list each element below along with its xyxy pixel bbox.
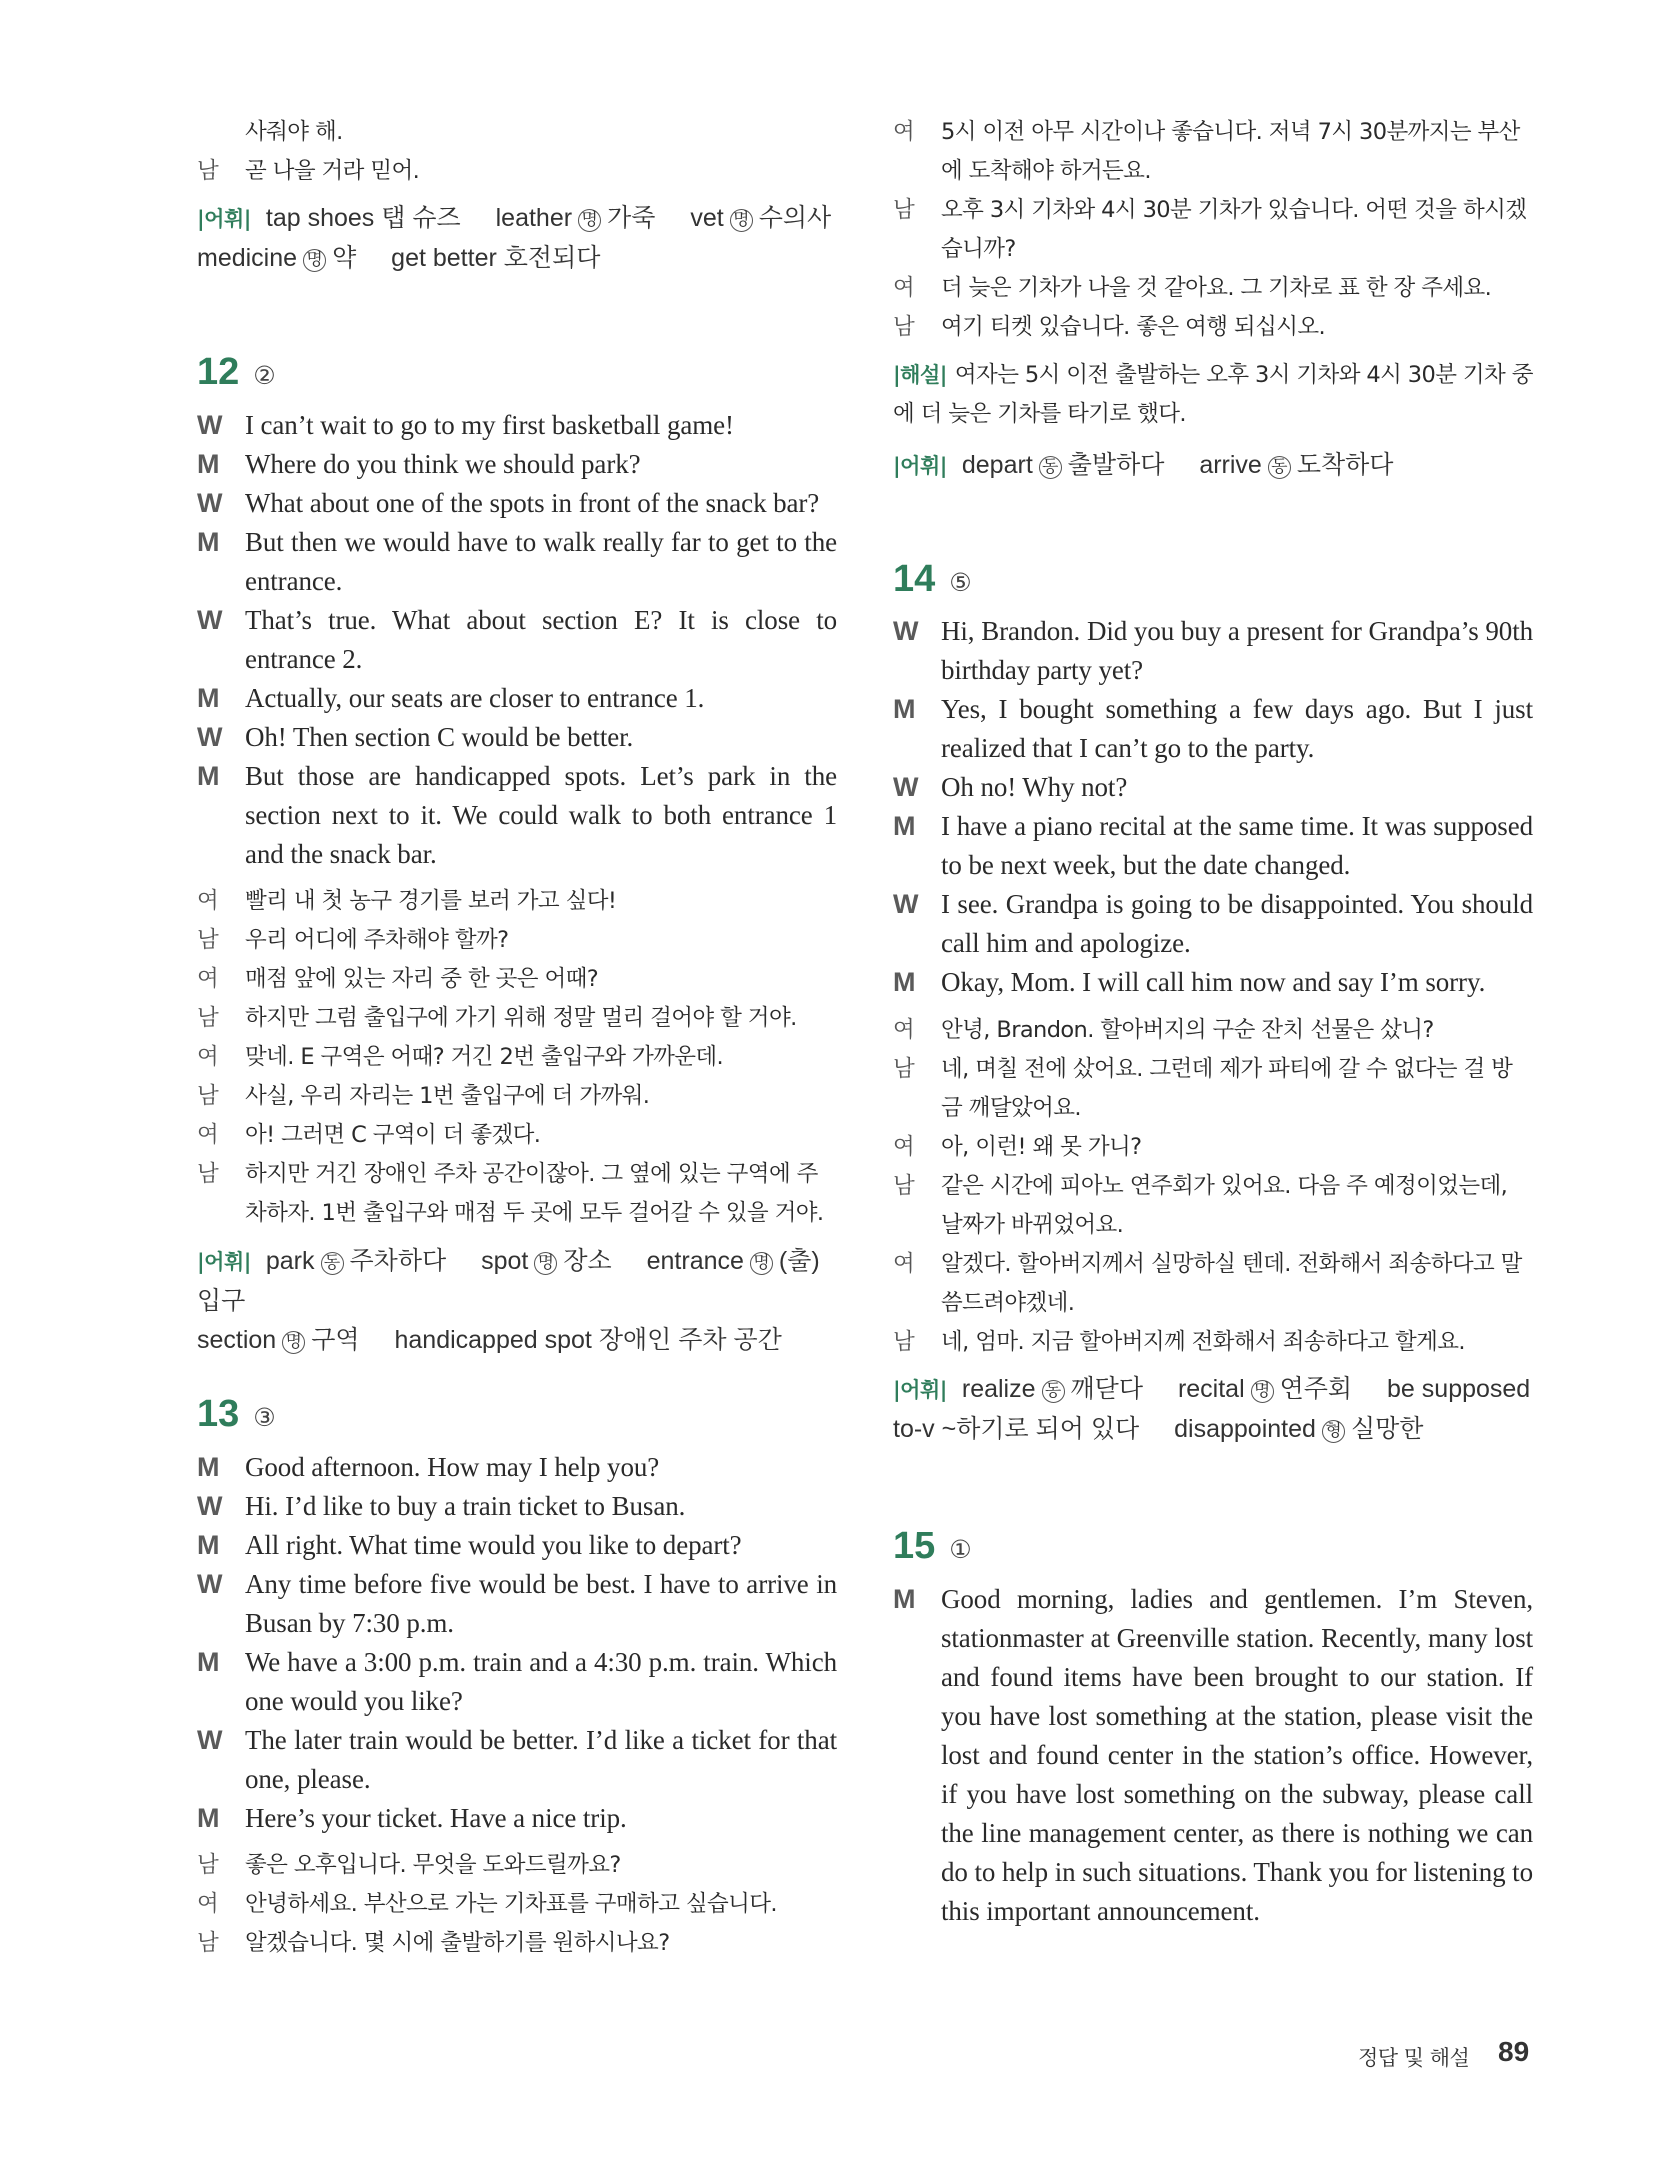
dialogue-line: M I have a piano recital at the same time. It was supposed to be next week, but the date changed. (893, 811, 1533, 880)
q15-dialogue (893, 1580, 1533, 1931)
dialogue-line: W That’s true. What about section E? It is close to entrance 2. (197, 605, 837, 674)
part-of-speech-mark: 명 (750, 1252, 773, 1275)
korean-line: 남 같은 시간에 피아노 연주회가 있어요. 다음 주 예정이었는데, 날짜가 바뀌었어요. (893, 1173, 1508, 1238)
question-number: 15 (893, 1525, 936, 1567)
dialogue-line: W Hi. I’d like to buy a train ticket to Busan. (197, 1491, 686, 1521)
q13-vocabulary: |어휘| depart 동 출발하다 arrive 동 도착하다 (893, 451, 1394, 479)
korean-line: 남 우리 어디에 주차해야 할까? (197, 927, 509, 953)
q12-vocabulary: |어휘| park 동 주차하다 spot 명 장소 entrance 명 (출)입구 section 명 구역 handicapped spot 장애인 주차 공간 (197, 1247, 820, 1354)
dialogue-line: M But then we would have to walk really far to get to the entrance. (197, 527, 837, 596)
q13-header (197, 1392, 837, 1436)
korean-line: 남 하지만 그럼 출입구에 가기 위해 정말 멀리 걸어야 할 거야. (197, 1005, 797, 1031)
answer-mark: ② (253, 361, 276, 390)
part-of-speech-mark: 동 (1039, 456, 1062, 479)
dialogue-line: W Any time before five would be best. I have to arrive in Busan by 7:30 p.m. (197, 1569, 837, 1638)
korean-line: 남 네, 엄마. 지금 할아버지께 전화해서 죄송하다고 할게요. (893, 1329, 1465, 1355)
korean-line: 여 안녕하세요. 부산으로 가는 기차표를 구매하고 싶습니다. (197, 1891, 777, 1917)
dialogue-line: M Good morning, ladies and gentlemen. I’m Steven, stationmaster at Greenville station. Recently, many lost and found items have been brought to our station. If you have lost something at the station, please visit the lost and found center in the station’s office. However, if you have lost something on the subway, please call the line management center, as there is nothing we can do to help in such situations. Thank you for listening to this important announcement. (893, 1584, 1533, 1926)
q14-korean-translation (893, 1011, 1533, 1362)
q13-korean-translation (197, 1846, 837, 1963)
korean-line: 남 좋은 오후입니다. 무엇을 도와드릴까요? (197, 1852, 621, 1878)
vocab-tag: |어휘| (893, 1378, 947, 1402)
vocab-tag: |어휘| (893, 454, 947, 478)
part-of-speech-mark: 명 (1251, 1380, 1274, 1403)
dialogue-line: W I see. Grandpa is going to be disappointed. You should call him and apologize. (893, 889, 1533, 958)
korean-line: 여 아, 이런! 왜 못 가니? (893, 1134, 1142, 1160)
q11-vocabulary: |어휘| tap shoes 탭 슈즈 leather 명 가죽 vet 명 수의사 medicine 명 약 get better 호전되다 (197, 204, 832, 272)
korean-line: 여 알겠다. 할아버지께서 실망하실 텐데. 전화해서 죄송하다고 말씀드려야겠네. (893, 1251, 1522, 1316)
answer-mark: ① (949, 1535, 972, 1564)
dialogue-line: M All right. What time would you like to depart? (197, 1530, 742, 1560)
question-number: 14 (893, 558, 936, 600)
answer-mark: ③ (253, 1403, 276, 1432)
korean-line: 여 더 늦은 기차가 나을 것 같아요. 그 기차로 표 한 장 주세요. (893, 275, 1492, 301)
q13-korean-continuation (893, 113, 1533, 347)
q12-dialogue (197, 406, 837, 874)
dialogue-line: M But those are handicapped spots. Let’s park in the section next to it. We could walk to both entrance 1 and the snack bar. (197, 761, 837, 869)
part-of-speech-mark: 명 (282, 1331, 305, 1354)
q14-dialogue (893, 612, 1533, 1002)
korean-line: 여 안녕, Brandon. 할아버지의 구순 잔치 선물은 샀니? (893, 1017, 1434, 1043)
answer-mark: ⑤ (949, 568, 972, 597)
vocab-tag: |어휘| (197, 207, 251, 231)
explanation-tag: |해설| (893, 363, 947, 387)
question-number: 13 (197, 1393, 240, 1435)
q12-korean-translation (197, 882, 837, 1233)
korean-line: 여 빨리 내 첫 농구 경기를 보러 가고 싶다! (197, 888, 617, 914)
part-of-speech-mark: 명 (534, 1252, 557, 1275)
korean-line: 남 여기 티켓 있습니다. 좋은 여행 되십시오. (893, 314, 1326, 340)
q13-explanation: |해설| 여자는 5시 이전 출발하는 오후 3시 기차와 4시 30분 기차 중에 더 늦은 기차를 타기로 했다. (893, 362, 1533, 427)
q15-header (893, 1524, 1533, 1568)
korean-line: 남 하지만 거긴 장애인 주차 공간이잖아. 그 옆에 있는 구역에 주차하자. 1번 출입구와 매점 두 곳에 모두 걸어갈 수 있을 거야. (197, 1161, 824, 1226)
footer-section-label: 정답 및 해설 (1358, 2046, 1470, 2070)
part-of-speech-mark: 동 (1268, 456, 1291, 479)
dialogue-line: M Yes, I bought something a few days ago. But I just realized that I can’t go to the party. (893, 694, 1533, 763)
part-of-speech-mark: 형 (1322, 1420, 1345, 1443)
dialogue-line: W What about one of the spots in front of the snack bar? (197, 488, 820, 518)
vocab-tag: |어휘| (197, 1250, 251, 1274)
korean-line: 남 알겠습니다. 몇 시에 출발하기를 원하시나요? (197, 1930, 670, 1956)
q12-header (197, 350, 837, 394)
part-of-speech-mark: 동 (321, 1252, 344, 1275)
part-of-speech-mark: 명 (730, 209, 753, 232)
korean-line: 남 네, 며칠 전에 샀어요. 그런데 제가 파티에 갈 수 없다는 걸 방금 깨달았어요. (893, 1056, 1513, 1121)
q13-dialogue (197, 1448, 837, 1838)
part-of-speech-mark: 명 (578, 209, 601, 232)
q14-header (893, 557, 1533, 601)
dialogue-line: M Good afternoon. How may I help you? (197, 1452, 660, 1482)
korean-line: 여 매점 앞에 있는 자리 중 한 곳은 어때? (197, 966, 599, 992)
dialogue-line: W Oh no! Why not? (893, 772, 1128, 802)
korean-line: 남 오후 3시 기차와 4시 30분 기차가 있습니다. 어떤 것을 하시겠습니까? (893, 197, 1527, 262)
korean-line: 여 맞네. E 구역은 어때? 거긴 2번 출입구와 가까운데. (197, 1044, 724, 1070)
dialogue-line: W Hi, Brandon. Did you buy a present for Grandpa’s 90th birthday party yet? (893, 616, 1533, 685)
dialogue-line: M Here’s your ticket. Have a nice trip. (197, 1803, 627, 1833)
dialogue-line: M Okay, Mom. I will call him now and say I’m sorry. (893, 967, 1486, 997)
korean-line: 남 사실, 우리 자리는 1번 출입구에 더 가까워. (197, 1083, 650, 1109)
page-number: 89 (1498, 2036, 1530, 2067)
korean-line: 남 곧 나을 거라 믿어. (197, 158, 420, 184)
dialogue-line: W Oh! Then section C would be better. (197, 722, 634, 752)
dialogue-line: M We have a 3:00 p.m. train and a 4:30 p.m. train. Which one would you like? (197, 1647, 837, 1716)
korean-line: 사줘야 해. (245, 119, 343, 145)
dialogue-line: W I can’t wait to go to my first basketball game! (197, 410, 734, 440)
q14-vocabulary: |어휘| realize 동 깨닫다 recital 명 연주회 be supposed to-v ~하기로 되어 있다 disappointed 형 실망한 (893, 1375, 1531, 1443)
dialogue-line: M Where do you think we should park? (197, 449, 641, 479)
part-of-speech-mark: 명 (303, 249, 326, 272)
dialogue-line: W The later train would be better. I’d like a ticket for that one, please. (197, 1725, 837, 1794)
korean-line: 여 아! 그러면 C 구역이 더 좋겠다. (197, 1122, 541, 1148)
question-number: 12 (197, 351, 240, 393)
dialogue-line: M Actually, our seats are closer to entrance 1. (197, 683, 705, 713)
korean-line: 여 5시 이전 아무 시간이나 좋습니다. 저녁 7시 30분까지는 부산에 도착해야 하거든요. (893, 119, 1520, 184)
part-of-speech-mark: 동 (1042, 1380, 1065, 1403)
q11-korean-continuation (197, 113, 837, 191)
